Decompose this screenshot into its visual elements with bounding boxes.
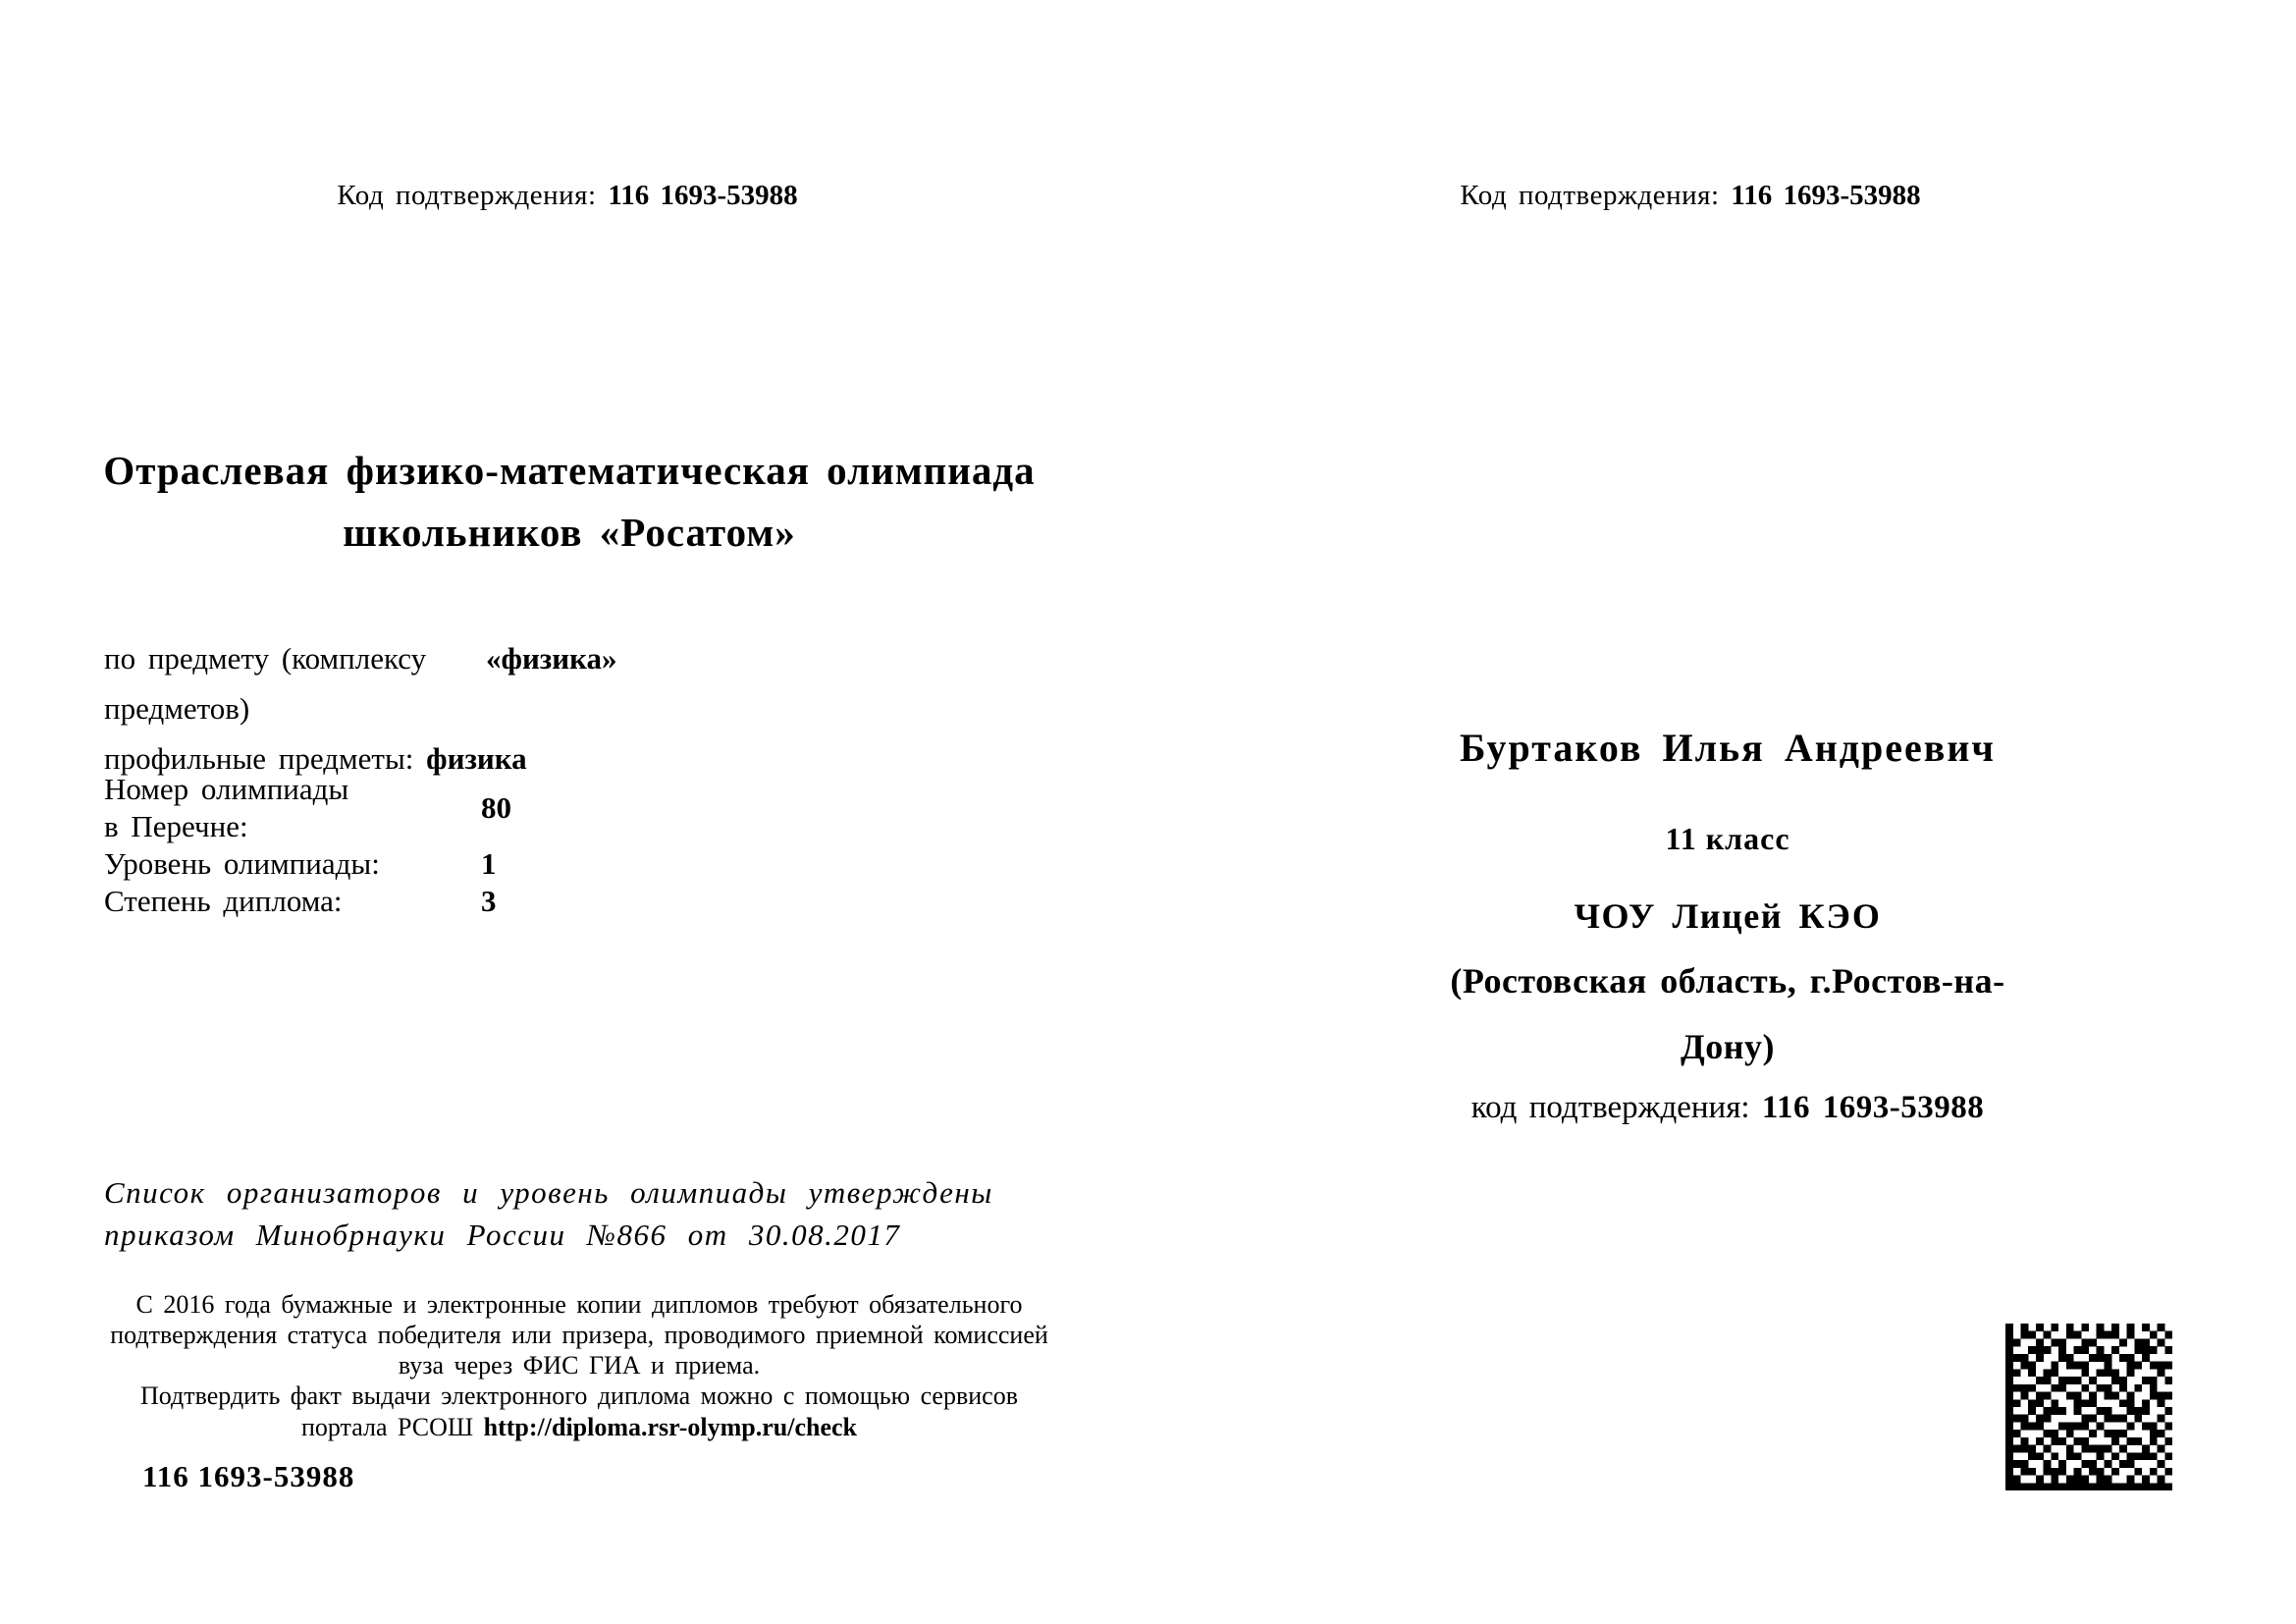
olympiad-params <box>104 771 654 920</box>
right-confirmation-code: 116 1693-53988 <box>1731 180 1921 211</box>
subject-label: по предмету (комплексу <box>104 641 427 676</box>
confirmation-note-line1: С 2016 года бумажные и электронные копии дипломов требуют обязательного <box>135 1290 1023 1319</box>
olympiad-title-line1: Отраслевая физико-математическая олимпиада <box>103 448 1036 493</box>
param-number-value: 80 <box>481 790 511 825</box>
olympiad-title-line2: школьников «Росатом» <box>343 510 796 555</box>
profile-subjects-value: физика <box>426 741 527 776</box>
datamatrix-barcode <box>2005 1324 2172 1490</box>
subject-line <box>104 633 850 683</box>
confirmation-note-line2: подтверждения статуса победителя или призера, проводимого приемной комиссией <box>110 1321 1048 1349</box>
approval-note-line1: Список организаторов и уровень олимпиады утверждены <box>104 1175 993 1210</box>
profile-subjects-label: профильные предметы: <box>104 741 427 776</box>
param-row-number <box>104 771 654 845</box>
param-number-label-line2: в Перечне: <box>104 809 248 843</box>
verification-service-note <box>34 1380 1124 1443</box>
recipient-school: ЧОУ Лицей КЭО <box>1574 896 1882 936</box>
param-degree-value: 3 <box>481 884 497 918</box>
right-confirmation-label: Код подтверждения: <box>1460 180 1720 211</box>
param-degree-label: Степень диплома: <box>104 884 343 918</box>
subject-value: «физика» <box>486 641 617 676</box>
left-confirmation-code: 116 1693-53988 <box>608 180 798 211</box>
param-row-degree <box>104 883 654 920</box>
recipient-confirmation-label: код подтверждения: <box>1470 1090 1762 1125</box>
confirmation-note-line3: вуза через ФИС ГИА и приема. <box>398 1351 761 1380</box>
param-level-value: 1 <box>481 846 497 881</box>
approval-note-line2: приказом Минобрнауки России №866 от 30.08.2017 <box>104 1218 901 1252</box>
recipient-confirmation-code: 116 1693-53988 <box>1761 1090 1985 1125</box>
subject-block <box>104 633 850 784</box>
param-number-label-line1: Номер олимпиады <box>104 772 349 806</box>
left-confirmation-label: Код подтверждения: <box>337 180 597 211</box>
recipient-school-location-line1: (Ростовская область, г.Ростов-на- <box>1450 961 2005 1001</box>
recipient-name: Буртаков Илья Андреевич <box>1460 726 1996 770</box>
recipient-confirmation-line <box>1227 1090 2228 1126</box>
param-level-label: Уровень олимпиады: <box>104 846 380 881</box>
footer-confirmation-code: 116 1693-53988 <box>142 1459 355 1493</box>
datamatrix-icon <box>2005 1324 2172 1490</box>
left-confirmation-header <box>0 180 1135 212</box>
subject-line2: предметов) <box>104 691 250 726</box>
confirmation-requirement-note <box>34 1289 1124 1380</box>
verification-note-line1: Подтвердить факт выдачи электронного диплома можно с помощью сервисов <box>140 1381 1018 1410</box>
approval-note <box>104 1171 1095 1256</box>
verification-note-line2 <box>34 1412 1124 1443</box>
right-confirmation-header <box>1148 180 2233 212</box>
verification-portal-url: http://diploma.rsr-olymp.ru/check <box>483 1413 858 1441</box>
param-row-level <box>104 845 654 883</box>
olympiad-title <box>59 440 1080 564</box>
verification-portal-label: портала РСОШ <box>300 1413 484 1441</box>
recipient-school-location-line2: Дону) <box>1681 1027 1775 1066</box>
recipient-grade: 11 класс <box>1665 821 1790 856</box>
